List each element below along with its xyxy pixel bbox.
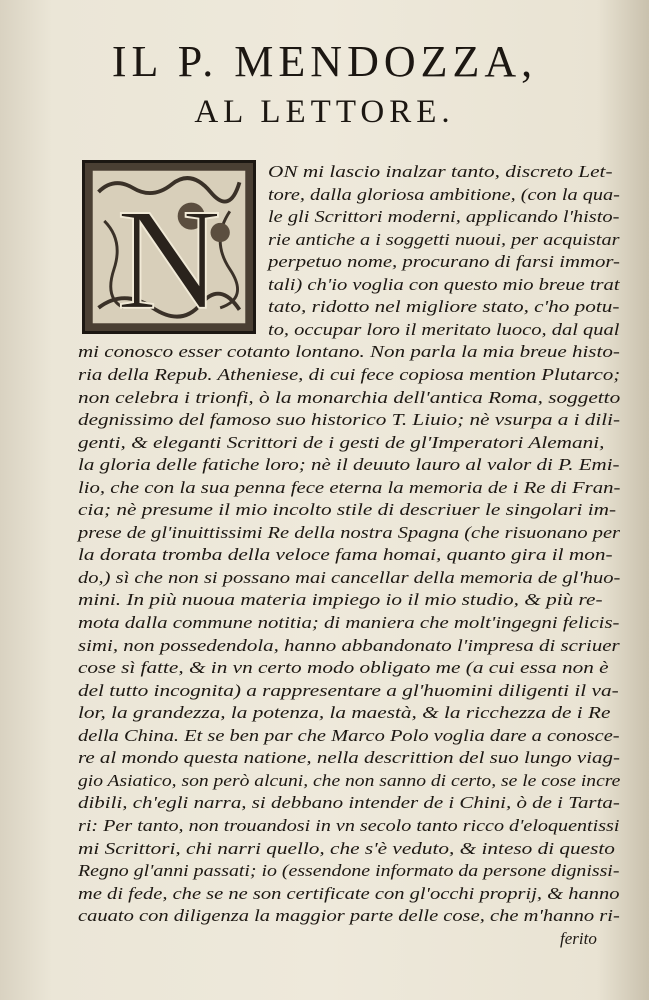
- body-text-line: me di fede, che se ne son certificate con gl'occhi proprij, & hanno: [78, 883, 620, 903]
- body-text-line: perpetuo nome, procurano di farsi immor-: [268, 252, 620, 272]
- body-text-line: le gli Scrittori moderni, applicando l'histo-: [268, 207, 620, 227]
- body-text-line: gio Asiatico, son però alcuni, che non sanno di certo, se le cose incre: [78, 770, 621, 790]
- body-text-line: della China. Et se ben par che Marco Polo voglia dare a conosce-: [78, 725, 620, 745]
- body-text-line: la dorata tromba della veloce fama homai, quanto gira il mon-: [78, 545, 613, 565]
- body-text-line: ri: Per tanto, non trouandosi in vn secolo tanto ricco d'eloquentissi: [78, 815, 620, 835]
- body-text-line: dibili, ch'egli narra, si debbano intender de i Chini, ò de i Tarta-: [78, 793, 620, 813]
- page-subtitle: AL LETTORE.: [194, 94, 455, 130]
- page-title: IL P. MENDOZZA,: [111, 37, 538, 86]
- initial-ornament: [85, 163, 253, 331]
- body-text-line: mi Scrittori, chi narri quello, che s'è veduto, & inteso di questo: [78, 838, 615, 858]
- body-text-line: simi, non possedendola, hanno abbandonato l'impresa di scriuer: [78, 635, 620, 655]
- body-text-line: mi conosco esser cotanto lontano. Non parla la mia breue histo-: [78, 342, 620, 362]
- body-text-line: ria della Repub. Atheniese, di cui fece copiosa mention Plutarco;: [78, 364, 621, 384]
- body-text-line: cauato con diligenza la maggior parte delle cose, che m'hanno ri-: [78, 906, 620, 926]
- body-text-line: del tutto incognita) a rappresentare a gl'huomini diligenti il va-: [78, 680, 619, 700]
- body-text-line: Regno gl'anni passati; io (essendone informato da persone dignissi-: [78, 861, 620, 881]
- body-text-line: prese de gl'inuittissimi Re della nostra Spagna (che risuonano per: [78, 522, 621, 542]
- body-text-line: cose sì fatte, & in vn certo modo obligato me (a cui essa non è: [78, 658, 609, 678]
- body-text-line: cia; nè presume il mio incolto stile di descriuer le singolari im-: [78, 500, 617, 520]
- body-text-line: non celebra i trionfi, ò la monarchia dell'antica Roma, soggetto: [78, 387, 621, 407]
- body-text-line: ferito: [560, 928, 597, 948]
- body-text-line: genti, & eleganti Scrittori de i gesti de gl'Imperatori Alemani,: [78, 432, 605, 452]
- body-text-line: la gloria delle fatiche loro; nè il deuuto lauro al valor di P. Emi-: [78, 455, 620, 475]
- body-text-line: tato, ridotto nel migliore stato, c'ho potu-: [268, 297, 620, 317]
- body-text-line: do,) sì che non si possano mai cancellar della memoria de gl'huo-: [78, 567, 621, 587]
- body-text-line: mini. In più nuoua materia impiego io il mio studio, & più re-: [78, 590, 603, 610]
- body-text-line: tore, dalla gloriosa ambitione, (con la qua-: [268, 184, 620, 204]
- body-text-line: to, occupar loro il meritato luoco, dal qual: [268, 319, 620, 339]
- svg-text:N: N: [116, 179, 222, 331]
- body-text-line: lio, che con la sua penna fece eterna la memoria de i Re di Fran-: [78, 477, 621, 497]
- body-text-line: rie antiche a i soggetti nuoui, per acquistar: [268, 229, 620, 249]
- body-text-line: lor, la grandezza, la potenza, la maestà, & la ricchezza de i Re: [78, 703, 611, 723]
- body-text-line: degnissimo del famoso suo historico T. Liuio; nè vsurpa a i dili-: [78, 410, 621, 430]
- body-text-line: tali) ch'io voglia con questo mio breue trat: [268, 274, 620, 294]
- decorated-initial-N-icon: [82, 160, 256, 334]
- body-text-line: ON mi lascio inalzar tanto, discreto Let-: [268, 162, 613, 181]
- body-text-line: mota dalla commune notitia; di maniera che molt'ingegni felicis-: [78, 613, 620, 632]
- body-text-line: re al mondo questa natione, nella descrittion del suo lungo viag-: [78, 748, 620, 768]
